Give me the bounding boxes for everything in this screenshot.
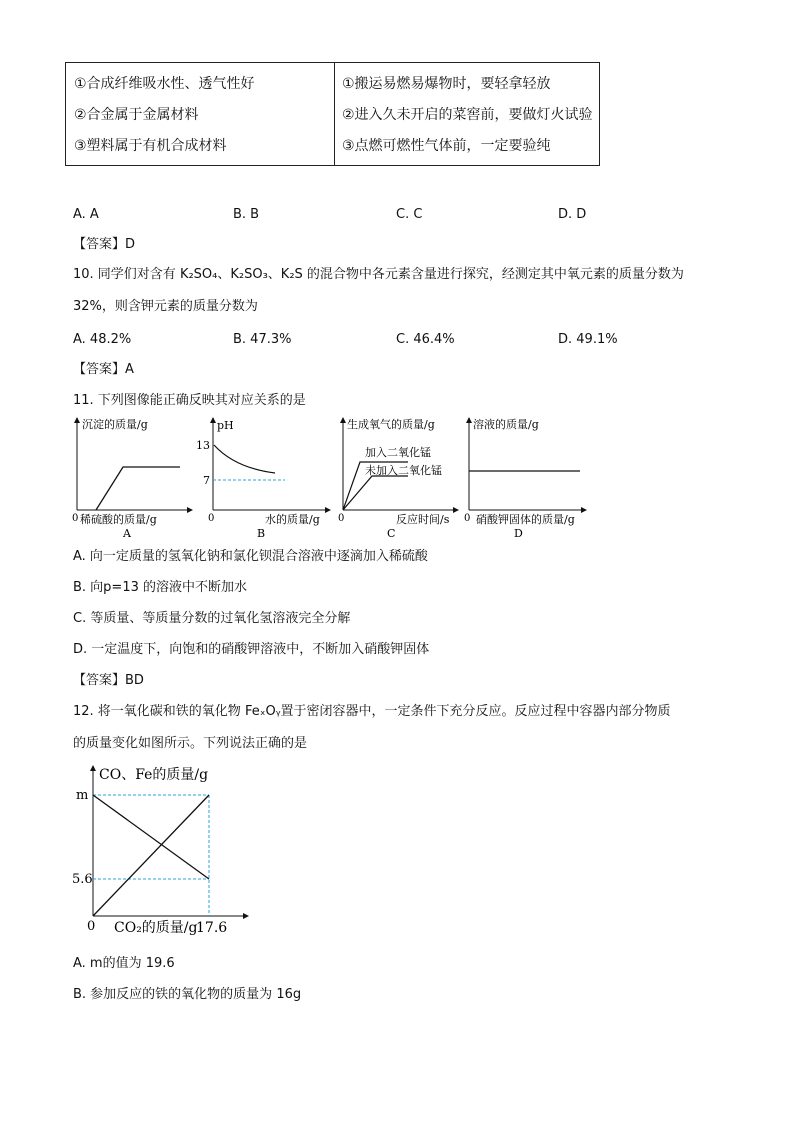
graph-a-origin: 0 [72,513,79,524]
q11-graphs [60,412,600,542]
q10-answer: 【答案】A [73,362,134,377]
graph-c-curve1-label: 加入二氧化锰 [365,446,431,459]
graph-b-origin: 0 [208,513,215,524]
q12-xend: 17.6 [196,920,228,936]
graph-c-xlabel: 反应时间/s [396,513,450,526]
graph-b-curve [214,445,275,473]
q12-56-label: 5.6 [72,872,93,887]
graph-a [72,417,190,540]
q10-option-b: B. 47.3% [233,332,292,347]
graph-d-xlabel: 硝酸钾固体的质量/g [476,513,575,526]
table-right-1: ①搬运易燃易爆物时，要轻拿轻放 [342,76,551,92]
q9-option-a: A. A [73,207,99,222]
q10-option-d: D. 49.1% [558,332,618,347]
graph-b [196,419,328,540]
graph-b-13: 13 [196,439,210,452]
graph-d-origin: 0 [464,513,471,524]
q10-option-c: C. 46.4% [396,332,455,347]
comparison-table [65,62,600,166]
q12-option-a: A. m的值为 19.6 [73,956,175,971]
graph-c-ylabel: 生成氧气的质量/g [347,418,435,431]
q12-origin: 0 [87,919,96,934]
graph-c-origin: 0 [338,513,345,524]
q12-stem-line1: 12. 将一氧化碳和铁的氧化物 FeₓOᵧ置于密闭容器中，一定条件下充分反应。反应过程中容器内部分物质 [73,704,671,719]
graph-b-xlabel: 水的质量/g [265,513,320,526]
q12-co-line [93,795,209,879]
q12-m-label: m [76,788,89,803]
q11-option-a: A. 向一定质量的氢氧化钠和氯化钡混合溶液中逐滴加入稀硫酸 [73,549,428,564]
graph-d-ylabel: 溶液的质量/g [473,418,539,431]
graph-a-xlabel: 稀硫酸的质量/g [80,513,157,526]
q9-answer: 【答案】D [73,237,136,252]
table-right-3: ③点燃可燃性气体前，一定要验纯 [342,138,551,154]
q12-graph [70,764,260,936]
q11-option-c: C. 等质量、等质量分数的过氧化氢溶液完全分解 [73,611,351,626]
graph-a-curve [96,467,180,510]
table-left-3: ③塑料属于有机合成材料 [74,138,227,154]
q12-fe-line [93,795,209,916]
q10-option-a: A. 48.2% [73,332,132,347]
graph-b-7: 7 [203,474,210,487]
graph-d [464,417,584,540]
q9-option-c: C. C [396,207,423,222]
q11-answer: 【答案】BD [73,673,144,688]
q9-option-d: D. D [558,207,587,222]
graph-c-letter: C [387,527,396,540]
graph-a-letter: A [123,527,131,540]
graph-b-ylabel: pH [217,419,234,432]
q11-option-d: D. 一定温度下，向饱和的硝酸钾溶液中，不断加入硝酸钾固体 [73,642,430,657]
table-left-1: ①合成纤维吸水性、透气性好 [74,76,255,92]
q10-stem-line2: 32%，则含钾元素的质量分数为 [73,299,258,314]
table-left-2: ②合金属于金属材料 [74,107,199,123]
graph-a-ylabel: 沉淀的质量/g [82,418,148,431]
graph-c-curve2-label: 未加入二氧化锰 [365,464,442,477]
q12-ylabel: CO、Fe的质量/g [99,767,209,783]
q11-stem: 11. 下列图像能正确反映其对应关系的是 [73,393,306,408]
q10-stem-line1: 10. 同学们对含有 K₂SO₄、K₂SO₃、K₂S 的混合物中各元素含量进行探究，经测定其中氧元素的质量分数为 [73,267,684,282]
graph-b-letter: B [257,527,266,540]
table-right-2: ②进入久未开启的菜窖前，要做灯火试验 [342,107,593,123]
table-divider [334,63,335,165]
q12-option-b: B. 参加反应的铁的氧化物的质量为 16g [73,987,302,1002]
q12-stem-line2: 的质量变化如图所示。下列说法正确的是 [73,736,308,751]
q12-xlabel: CO₂的质量/g [114,920,198,936]
graph-c [338,417,456,540]
q11-option-b: B. 向p=13 的溶液中不断加水 [73,580,248,595]
q9-option-b: B. B [233,207,260,222]
graph-d-letter: D [514,527,523,540]
